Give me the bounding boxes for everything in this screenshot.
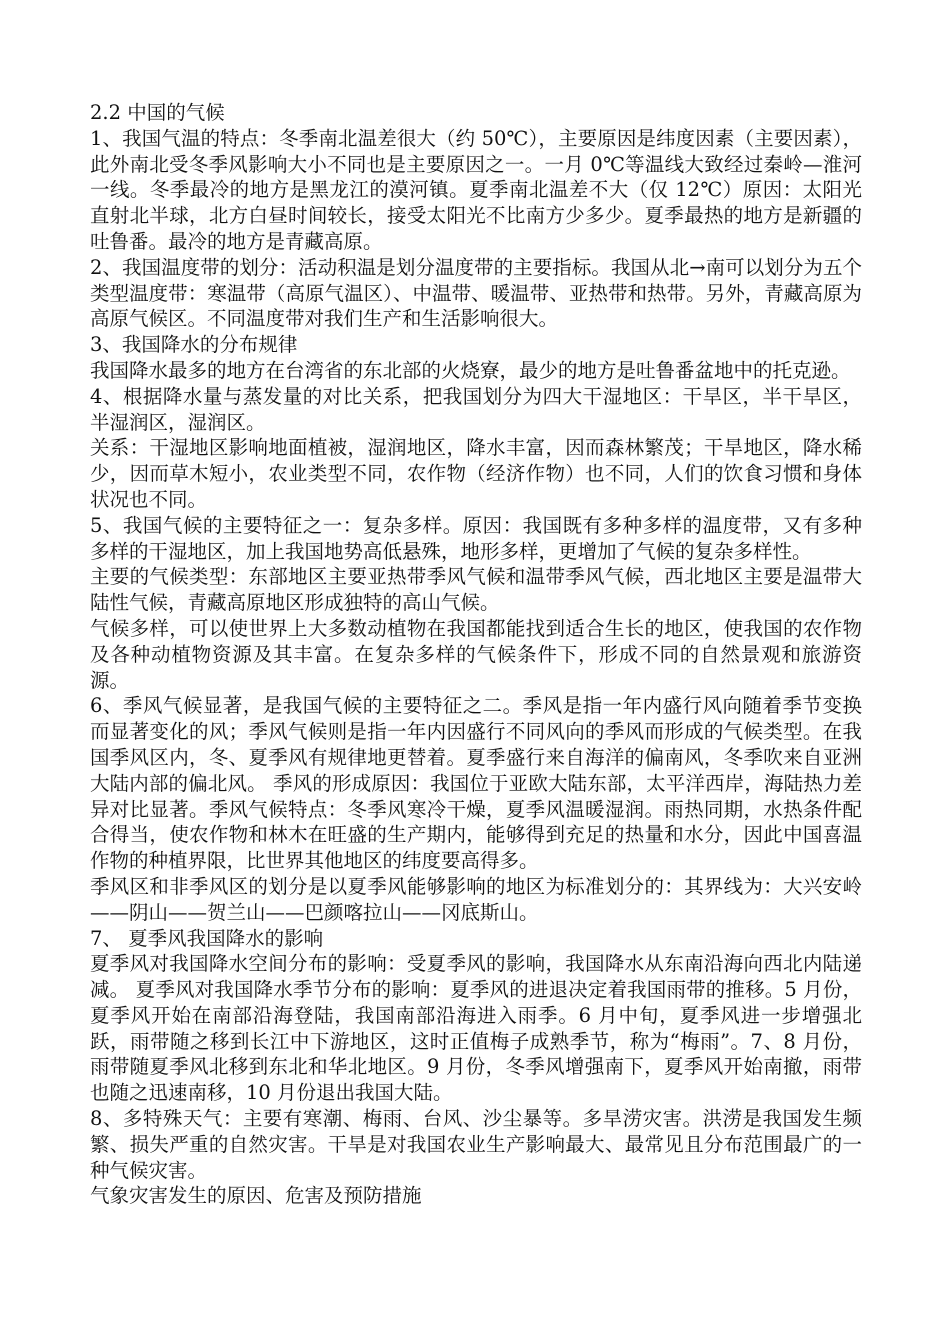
paragraph-temperature-features: 1、我国气温的特点：冬季南北温差很大（约 50℃），主要原因是纬度因素（主要因素），此外南北受冬季风影响大小不同也是主要原因之一。一月 0℃等温线大致经过秦岭—淮河一线。冬季最冷的地方是黑龙江的漠河镇。夏季南北温差不大（仅 12℃）原因：太阳光直射北半球，北方白昼时间较长，接受太阳光不比南方少多少。夏季最热的地方是新疆的吐鲁番。最冷的地方是青藏高原。	[90, 126, 862, 253]
paragraph-monsoon-climate: 6、季风气候显著，是我国气候的主要特征之二。季风是指一年内盛行风向随着季节变换而显著变化的风；季风气候则是指一年内因盛行不同风向的季风而形成的气候类型。在我国季风区内，冬、夏季风有规律地更替着。夏季盛行来自海洋的偏南风，冬季吹来自亚洲大陆内部的偏北风。 季风的形成原因：我国位于亚欧大陆东部，太平洋西岸，海陆热力差异对比显著。季风气候特点：冬季风寒冷干燥，夏季风温暖湿润。雨热同期，水热条件配合得当，使农作物和林木在旺盛的生产期内，能够得到充足的热量和水分，因此中国喜温作物的种植界限，比世界其他地区的纬度要高得多。	[90, 694, 862, 873]
heading-precipitation-distribution: 3、我国降水的分布规律	[90, 333, 298, 357]
paragraph-dry-wet-regions: 4、根据降水量与蒸发量的对比关系，把我国划分为四大干湿地区：干旱区，半干旱区，半湿润区，湿润区。	[90, 384, 862, 434]
document-title: 2.2 中国的气候	[90, 101, 225, 124]
paragraph-temperature-zones: 2、我国温度带的划分：活动积温是划分温度带的主要指标。我国从北→南可以划分为五个类型温度带：寒温带（高原气温区）、中温带、暖温带、亚热带和热带。另外，青藏高原为高原气候区。不同温度带对我们生产和生活影响很大。	[90, 255, 862, 331]
heading-weather-disasters: 气象灾害发生的原因、危害及预防措施	[90, 1184, 422, 1208]
paragraph-climate-diversity: 5、我国气候的主要特征之一：复杂多样。原因：我国既有多种多样的温度带，又有多种多样的干湿地区，加上我国地势高低悬殊，地形多样，更增加了气候的复杂多样性。	[90, 513, 862, 563]
paragraph-precipitation-extremes: 我国降水最多的地方在台湾省的东北部的火烧寮，最少的地方是吐鲁番盆地中的托克逊。	[90, 358, 851, 382]
paragraph-climate-benefits: 气候多样，可以使世界上大多数动植物在我国都能找到适合生长的地区，使我国的农作物及各种动植物资源及其丰富。在复杂多样的气候条件下，形成不同的自然景观和旅游资源。	[90, 616, 862, 692]
paragraph-special-weather: 8、多特殊天气：主要有寒潮、梅雨、台风、沙尘暴等。多旱涝灾害。洪涝是我国发生频繁、损失严重的自然灾害。干旱是对我国农业生产影响最大、最常见且分布范围最广的一种气候灾害。	[90, 1107, 862, 1182]
paragraph-dry-wet-relations: 关系：干湿地区影响地面植被，湿润地区，降水丰富，因而森林繁茂；干旱地区，降水稀少，因而草木短小，农业类型不同，农作物（经济作物）也不同，人们的饮食习惯和身体状况也不同。	[90, 436, 862, 511]
document-page	[90, 100, 862, 1209]
paragraph-summer-monsoon-rain: 夏季风对我国降水空间分布的影响：受夏季风的影响，我国降水从东南沿海向西北内陆递减。 夏季风对我国降水季节分布的影响：夏季风的进退决定着我国雨带的推移。5 月份，夏季风开始在南部沿海登陆，我国南部沿海进入雨季。6 月中旬，夏季风进一步增强北跃，雨带随之移到长江中下游地区，这时正值梅子成熟季节，称为“梅雨”。7、8 月份，雨带随夏季风北移到东北和华北地区。9 月份，冬季风增强南下，夏季风开始南撤，雨带也随之迅速南移，10 月份退出我国大陆。	[90, 952, 862, 1105]
paragraph-climate-types: 主要的气候类型：东部地区主要亚热带季风气候和温带季风气候，西北地区主要是温带大陆性气候，青藏高原地区形成独特的高山气候。	[90, 565, 862, 615]
paragraph-monsoon-boundary: 季风区和非季风区的划分是以夏季风能够影响的地区为标准划分的：其界线为：大兴安岭——阴山——贺兰山——巴颜喀拉山——冈底斯山。	[90, 874, 862, 924]
heading-summer-monsoon-impact: 7、 夏季风我国降水的影响	[90, 926, 324, 950]
